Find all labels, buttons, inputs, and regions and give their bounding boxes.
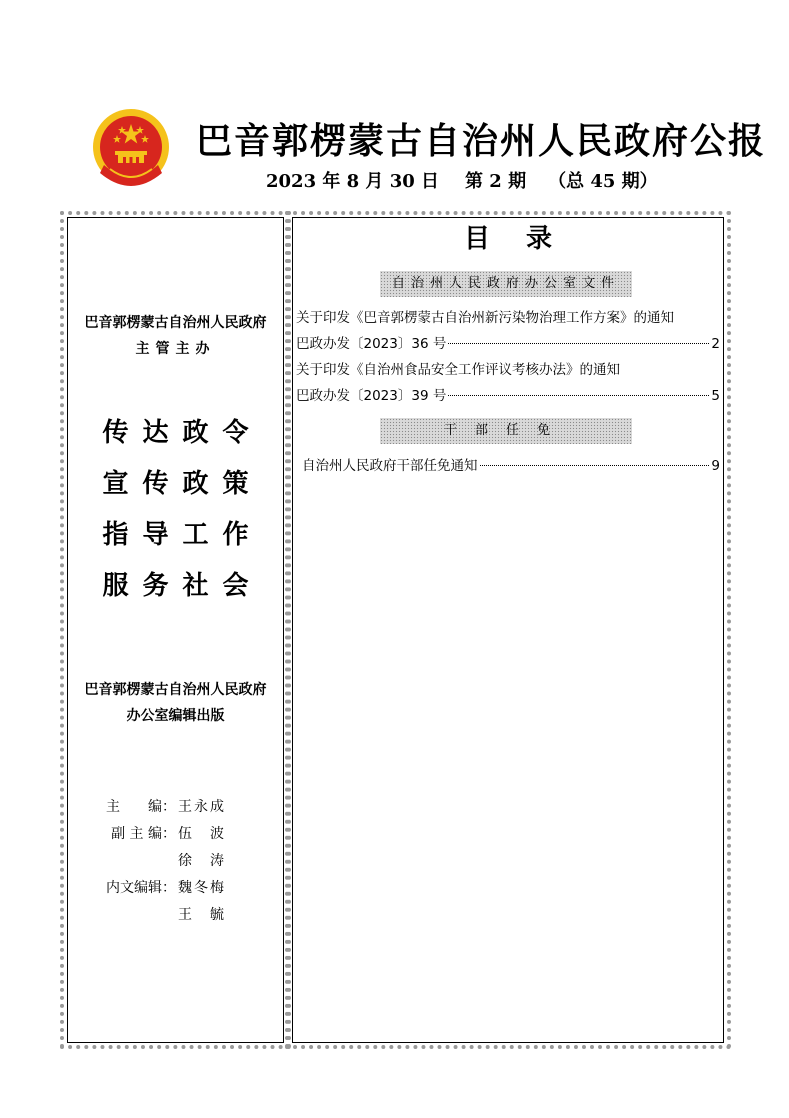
toc-section-heading: 自治州人民政府办公室文件 bbox=[380, 271, 632, 297]
toc-entry-page: 5 bbox=[711, 388, 720, 404]
toc-entry-doc-number: 巴政办发〔2023〕39 号 bbox=[296, 388, 447, 404]
toc-section-heading: 干部任免 bbox=[380, 418, 632, 444]
editor-row bbox=[100, 848, 226, 875]
slogan: 传达政令 bbox=[102, 418, 263, 448]
gazette-title: 巴音郭楞蒙古自治州人民政府公报 bbox=[196, 120, 767, 162]
toc-entry-title: 关于印发《巴音郭楞蒙古自治州新污染物治理工作方案》的通知 bbox=[296, 310, 674, 326]
dot-leader bbox=[448, 343, 709, 344]
slogan: 服务社会 bbox=[102, 571, 263, 601]
dot-leader bbox=[448, 395, 709, 396]
editor-name: 魏冬梅 bbox=[178, 880, 226, 896]
editor-list bbox=[100, 794, 226, 929]
toc-entry[interactable] bbox=[296, 305, 720, 357]
slogan: 宣传政策 bbox=[102, 469, 263, 499]
editor-role bbox=[100, 902, 176, 929]
editor-name: 伍 波 bbox=[178, 826, 226, 842]
slogan-list bbox=[67, 408, 284, 612]
toc-entry[interactable] bbox=[296, 357, 720, 409]
editor-role bbox=[100, 848, 176, 875]
toc-entry-doc-number: 巴政办发〔2023〕36 号 bbox=[296, 336, 447, 352]
publisher-block bbox=[67, 677, 284, 729]
publisher-org: 巴音郭楞蒙古自治州人民政府 bbox=[84, 682, 267, 698]
toc-entry-page: 2 bbox=[711, 336, 720, 352]
sponsor-org: 巴音郭楞蒙古自治州人民政府 bbox=[84, 315, 267, 331]
toc-entry-docline bbox=[296, 383, 720, 409]
sponsor-role: 主管主办 bbox=[135, 341, 216, 357]
editor-name: 王永成 bbox=[178, 799, 226, 815]
editor-name: 王 毓 bbox=[178, 907, 226, 923]
total-issue-number: （总 45 期） bbox=[548, 171, 658, 192]
toc-entry-docline bbox=[296, 331, 720, 357]
sponsor-block bbox=[67, 310, 284, 362]
editor-row bbox=[100, 821, 226, 848]
toc-entry-title: 自治州人民政府干部任免通知 bbox=[302, 458, 478, 474]
editor-role: 副 主 编： bbox=[111, 826, 176, 842]
toc-entry[interactable] bbox=[302, 453, 720, 479]
editor-role: 主 编： bbox=[106, 799, 176, 815]
editor-name: 徐 涛 bbox=[178, 853, 226, 869]
issue-date: 2023 年 8 月 30 日 bbox=[266, 171, 440, 192]
toc-title: 目录 bbox=[463, 224, 588, 254]
slogan: 指导工作 bbox=[102, 520, 263, 550]
issue-line bbox=[266, 167, 658, 193]
toc-entry-page: 9 bbox=[711, 458, 720, 474]
editor-row bbox=[100, 902, 226, 929]
editor-role: 内文编辑： bbox=[106, 880, 176, 896]
issue-number: 第 2 期 bbox=[465, 171, 527, 192]
dot-leader bbox=[480, 465, 710, 466]
editor-row bbox=[100, 875, 226, 902]
publisher-role: 办公室编辑出版 bbox=[126, 708, 225, 724]
national-emblem-icon bbox=[90, 107, 172, 193]
toc-entry-title: 关于印发《自治州食品安全工作评议考核办法》的通知 bbox=[296, 362, 620, 378]
editor-row bbox=[100, 794, 226, 821]
